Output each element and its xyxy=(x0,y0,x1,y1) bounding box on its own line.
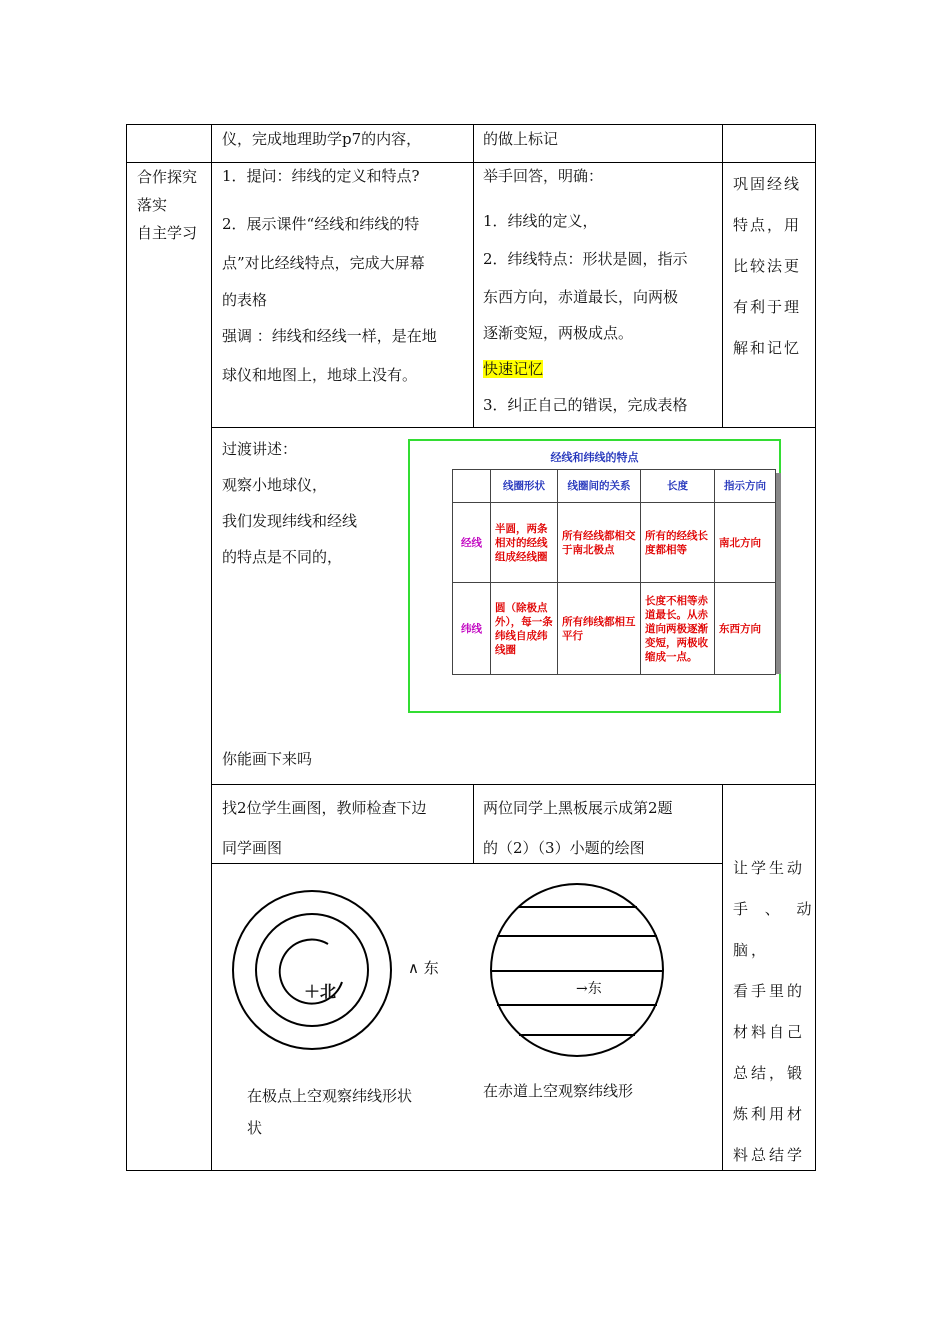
table-row xyxy=(453,583,776,675)
equator-view-diagram xyxy=(488,880,668,1060)
purpose-line: 手 、 动 xyxy=(733,900,818,918)
equator-caption: 在赤道上空观察纬线形 xyxy=(483,1082,634,1100)
transition-line: 过渡讲述： xyxy=(222,440,298,458)
polar-east-arrow-label: ∧ 东 xyxy=(408,959,439,977)
section-label-line: 合作探究 xyxy=(137,168,198,186)
row0-col2-text: 仪，完成地理助学p7的内容， xyxy=(222,130,422,148)
purpose-line: 炼利用材 xyxy=(733,1105,806,1123)
purpose-line: 总结，锻 xyxy=(733,1064,806,1082)
table-header-cell: 长度 xyxy=(641,470,715,503)
section-label-line: 自主学习 xyxy=(137,224,198,242)
student-line: 的（2）（3）小题的绘图 xyxy=(483,839,645,857)
purpose-line: 巩固经线 xyxy=(733,175,802,193)
table-cell: 东西方向 xyxy=(715,583,776,675)
table-cell: 长度不相等赤道最长。从赤道向两极逐渐变短，两极收缩成一点。 xyxy=(641,583,715,675)
table-header-empty xyxy=(453,470,491,503)
table-header-row xyxy=(453,470,776,503)
teacher-line: 找2位学生画图，教师检查下边 xyxy=(222,799,427,817)
purpose-line: 脑， xyxy=(733,941,770,959)
purpose-line: 料总结学 xyxy=(733,1146,806,1164)
transition-line: 的特点是不同的， xyxy=(222,548,343,566)
teacher-line: 2．展示课件“经线和纬线的特 xyxy=(222,215,420,233)
teacher-line: 同学画图 xyxy=(222,839,283,857)
table-cell: 南北方向 xyxy=(715,503,776,583)
purpose-line: 解和记忆 xyxy=(733,339,802,357)
table-row xyxy=(453,503,776,583)
equator-east-arrow-label: →东 xyxy=(576,981,602,997)
student-line: 逐渐变短，两极成点。 xyxy=(483,324,634,342)
student-line: 两位同学上黑板展示成第2题 xyxy=(483,799,673,817)
purpose-line: 特点，用 xyxy=(733,216,802,234)
purpose-line: 材料自己 xyxy=(733,1023,806,1041)
caption-line: 在极点上空观察纬线形状 xyxy=(247,1087,413,1105)
table-row-label: 经线 xyxy=(453,503,491,583)
purpose-line: 让学生动 xyxy=(733,859,806,877)
table-cell: 半圆，两条相对的经线组成经线圈 xyxy=(491,503,558,583)
section-label-line: 落实 xyxy=(137,196,168,214)
purpose-line: 有利于理 xyxy=(733,298,802,316)
table-header-cell: 指示方向 xyxy=(715,470,776,503)
row3-student-activity xyxy=(483,788,673,868)
table-cell: 圆（除极点外），每一条纬线自成纬线圈 xyxy=(491,583,558,675)
row3-teacher-activity xyxy=(222,788,427,868)
table-cell: 所有的经线长度都相等 xyxy=(641,503,715,583)
middle-latitude-circle xyxy=(256,914,368,1026)
north-pole-label: ＋北 xyxy=(304,982,337,1001)
table-cell: 所有经线都相交于南北极点 xyxy=(558,503,641,583)
teacher-line: 球仪和地图上，地球上没有。 xyxy=(222,366,418,384)
polar-caption xyxy=(247,1080,412,1144)
row1-teacher-activity xyxy=(222,166,437,395)
student-line: 2．纬线特点：形状是圆，指示 xyxy=(483,250,688,268)
table-header-cell: 线圈形状 xyxy=(491,470,558,503)
row1-student-activity xyxy=(483,166,688,423)
comparison-table xyxy=(452,469,776,675)
highlight-quick-memory: 快速记忆 xyxy=(483,360,544,378)
caption-line: 状 xyxy=(247,1119,263,1137)
polar-view-diagram xyxy=(230,882,420,1062)
row3-purpose xyxy=(733,848,818,1176)
row1-purpose xyxy=(733,164,801,369)
comparison-table-image xyxy=(408,439,781,713)
teacher-line: 的表格 xyxy=(222,291,268,309)
student-line: 3．纠正自己的错误，完成表格 xyxy=(483,396,688,414)
comparison-table-title: 经线和纬线的特点 xyxy=(550,451,639,464)
row2-closing-question: 你能画下来吗 xyxy=(222,750,313,768)
purpose-line: 看手里的 xyxy=(733,982,806,1000)
purpose-line: 比较法更 xyxy=(733,257,802,275)
student-line: 东西方向，赤道最长，向两极 xyxy=(483,288,679,306)
teacher-line: 强调 ：纬线和经线一样，是在地 xyxy=(222,327,437,345)
row2-transition-text xyxy=(222,431,357,575)
row0-col3-text: 的做上标记 xyxy=(483,130,559,148)
student-line: 举手回答，明确： xyxy=(483,167,604,185)
student-line: 1．纬线的定义， xyxy=(483,212,598,230)
table-header-cell: 线圈间的关系 xyxy=(558,470,641,503)
transition-line: 我们发现纬线和经线 xyxy=(222,512,358,530)
table-cell: 所有纬线都相互平行 xyxy=(558,583,641,675)
teacher-line: 1．提问：纬线的定义和特点? xyxy=(222,167,420,185)
row1-section-label xyxy=(137,163,197,247)
transition-line: 观察小地球仪， xyxy=(222,476,328,494)
teacher-line: 点”对比经线特点，完成大屏幕 xyxy=(222,254,425,272)
table-row-label: 纬线 xyxy=(453,583,491,675)
